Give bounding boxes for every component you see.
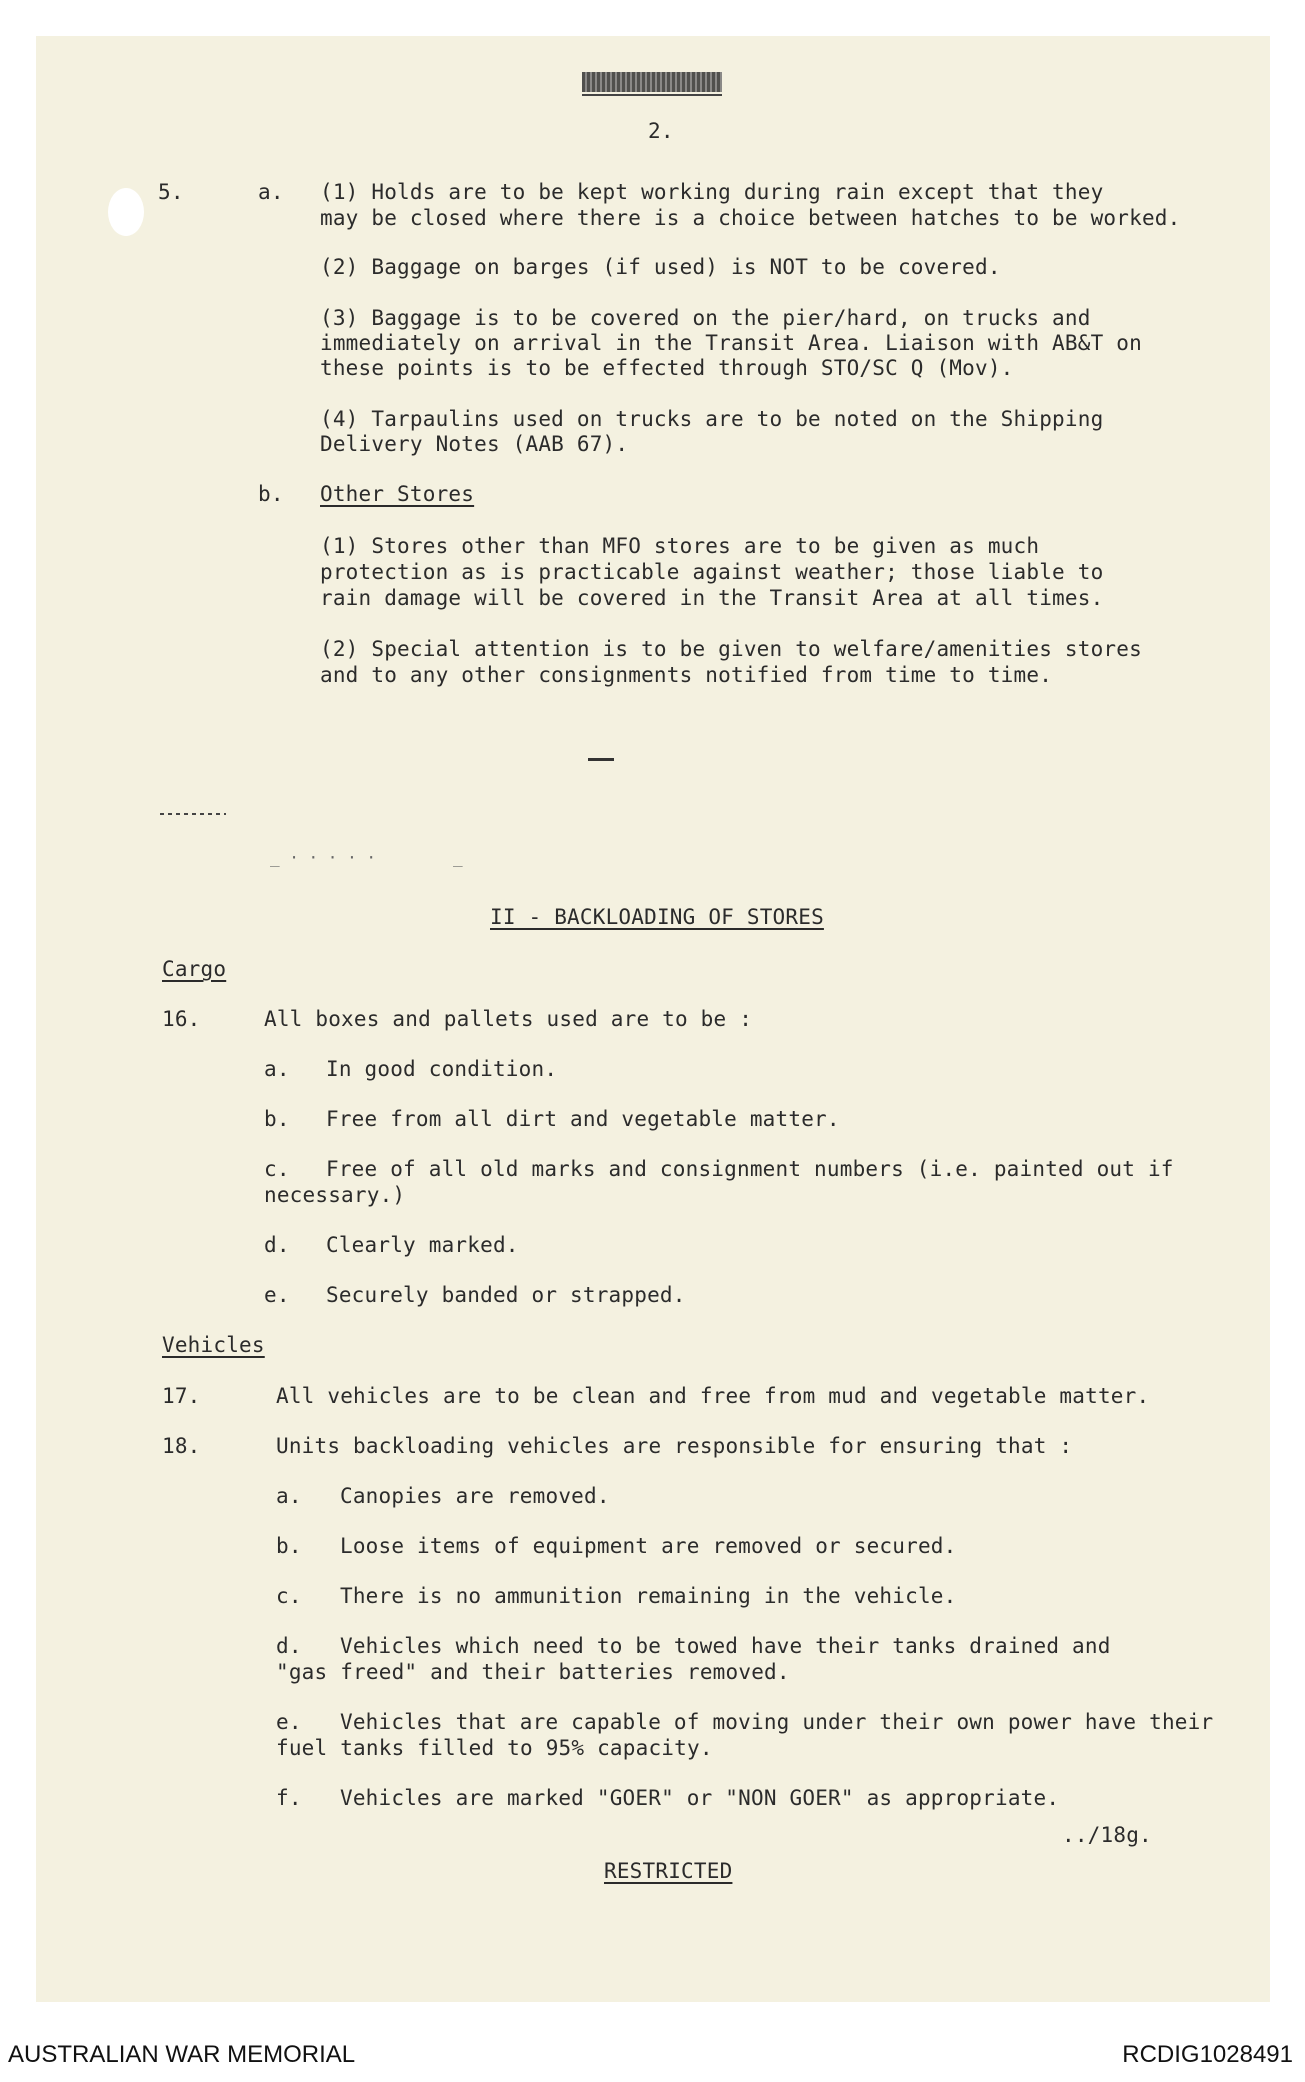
para-5a3-line2: immediately on arrival in the Transit Area. Liaison with AB&T on <box>320 331 1142 355</box>
struck-classification-mark <box>582 72 722 92</box>
para-17-number: 17. <box>162 1384 201 1408</box>
page-number: 2. <box>648 119 674 143</box>
para-5a2-line1: (2) Baggage on barges (if used) is NOT to be covered. <box>320 255 1001 279</box>
para-18c-text: There is no ammunition remaining in the vehicle. <box>340 1584 957 1608</box>
para-5a1-line2: may be closed where there is a choice between hatches to be worked. <box>320 206 1181 230</box>
para-16-intro: All boxes and pallets used are to be : <box>264 1007 753 1031</box>
para-5a1-line1: (1) Holds are to be kept working during rain except that they <box>320 180 1104 204</box>
para-18e-text-line2: fuel tanks filled to 95% capacity. <box>276 1736 713 1760</box>
classification-footer: RESTRICTED <box>604 1859 733 1883</box>
para-18f-label: f. <box>276 1786 302 1810</box>
para-18f-text: Vehicles are marked "GOER" or "NON GOER" as appropriate. <box>340 1786 1060 1810</box>
para-18d-text-line1: Vehicles which need to be towed have their tanks drained and <box>340 1634 1111 1658</box>
archive-institution: AUSTRALIAN WAR MEMORIAL <box>8 2041 356 2068</box>
para-16a-label: a. <box>264 1057 290 1081</box>
para-18e-text-line1: Vehicles that are capable of moving under their own power have their <box>340 1710 1214 1734</box>
para-18a-label: a. <box>276 1484 302 1508</box>
para-5b1-line2: protection as is practicable against weather; those liable to <box>320 560 1104 584</box>
para-18-intro: Units backloading vehicles are responsible for ensuring that : <box>276 1434 1073 1458</box>
para-5b1-line3: rain damage will be covered in the Transit Area at all times. <box>320 586 1104 610</box>
para-18b-label: b. <box>276 1534 302 1558</box>
para-18d-text-line2: "gas freed" and their batteries removed. <box>276 1660 790 1684</box>
para-16c-text-line1: Free of all old marks and consignment numbers (i.e. painted out if <box>326 1157 1174 1181</box>
para-16b-label: b. <box>264 1107 290 1131</box>
section-title: II - BACKLOADING OF STORES <box>490 905 824 929</box>
para-18b-text: Loose items of equipment are removed or secured. <box>340 1534 957 1558</box>
para-17-text: All vehicles are to be clean and free from mud and vegetable matter. <box>276 1384 1150 1408</box>
vehicles-heading: Vehicles <box>162 1333 265 1357</box>
faint-dotted-mark <box>160 813 226 815</box>
para-5b-label: b. <box>258 482 284 506</box>
classification-underline <box>582 94 722 96</box>
para-5a3-line3: these points is to be effected through STO/SC Q (Mov). <box>320 356 1014 380</box>
para-5b1-line1: (1) Stores other than MFO stores are to be given as much <box>320 534 1040 558</box>
other-stores-heading: Other Stores <box>320 482 475 506</box>
separator-dash <box>588 758 614 761</box>
para-16a-text: In good condition. <box>326 1057 558 1081</box>
para-16e-label: e. <box>264 1283 290 1307</box>
para-18e-label: e. <box>276 1710 302 1734</box>
para-16c-text-line2: necessary.) <box>264 1183 406 1207</box>
archive-reference: RCDIG1028491 <box>1122 2041 1293 2068</box>
para-16c-label: c. <box>264 1157 290 1181</box>
para-5-number: 5. <box>158 180 184 204</box>
para-5b2-line2: and to any other consignments notified from time to time. <box>320 663 1053 687</box>
para-16d-text: Clearly marked. <box>326 1233 519 1257</box>
para-16d-label: d. <box>264 1233 290 1257</box>
para-18c-label: c. <box>276 1584 302 1608</box>
para-18a-text: Canopies are removed. <box>340 1484 610 1508</box>
para-5b2-line1: (2) Special attention is to be given to welfare/amenities stores <box>320 637 1142 661</box>
para-18-number: 18. <box>162 1434 201 1458</box>
punch-hole <box>108 188 144 236</box>
para-16-number: 16. <box>162 1007 201 1031</box>
para-5a4-line2: Delivery Notes (AAB 67). <box>320 432 629 456</box>
faint-smudge-mark: _ · · · · · _ <box>270 848 463 867</box>
continuation-marker: ../18g. <box>1062 1823 1152 1847</box>
para-16b-text: Free from all dirt and vegetable matter. <box>326 1107 840 1131</box>
para-5a4-line1: (4) Tarpaulins used on trucks are to be noted on the Shipping <box>320 407 1104 431</box>
cargo-heading: Cargo <box>162 957 227 981</box>
para-5a-label: a. <box>258 180 284 204</box>
para-18d-label: d. <box>276 1634 302 1658</box>
para-5a3-line1: (3) Baggage is to be covered on the pier/hard, on trucks and <box>320 306 1091 330</box>
para-16e-text: Securely banded or strapped. <box>326 1283 686 1307</box>
